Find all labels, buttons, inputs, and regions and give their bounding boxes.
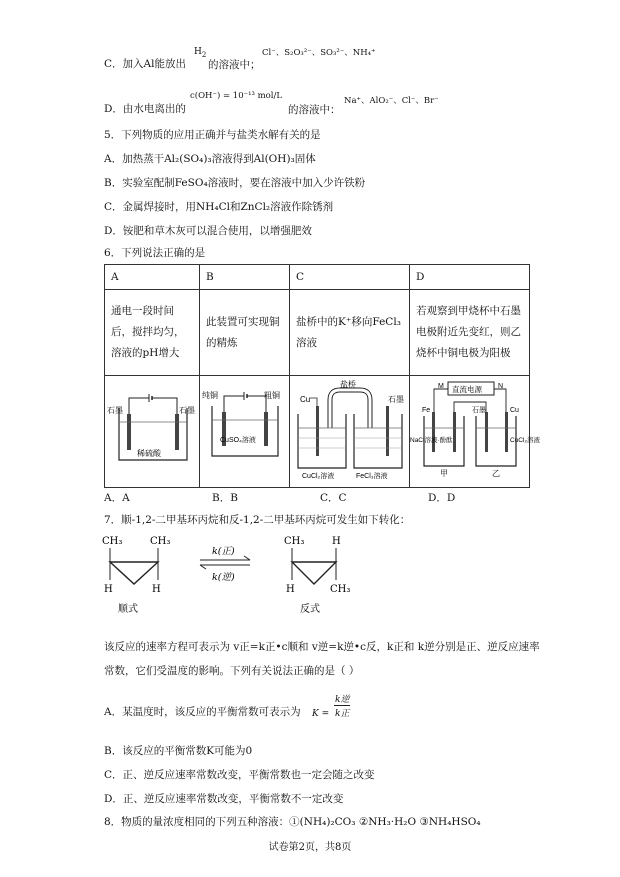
- fig-a-right-label: 石墨: [179, 406, 195, 415]
- fig-d-fe-label: Fe: [422, 407, 431, 414]
- q6-header-d: D: [410, 265, 530, 290]
- q4-option-c: [104, 57, 186, 71]
- q5-stem: 5．下列物质的应用正确并与盐类水解有关的是: [104, 129, 321, 141]
- fig-c-right-solution: FeCl₃溶液: [356, 473, 388, 480]
- series-electrolysis-diagram: [410, 376, 540, 485]
- q8-stem: 8．物质的量浓度相同的下列五种溶液：①(NH₄)₂CO₃ ②NH₃·H₂O ③NH₄HSO₄: [104, 816, 481, 828]
- q4-option-d-ions-text: Na⁺、AlO₂⁻、Cl⁻、Br⁻: [344, 96, 439, 106]
- q4-option-c-mid: [208, 57, 261, 72]
- q4-option-c-ions: [262, 46, 376, 58]
- q4-option-c-h2: [194, 47, 206, 59]
- trans-bottom-left: H: [286, 584, 295, 595]
- fig-d-cu-label: Cu: [510, 407, 519, 414]
- fig-c-left-electrode: Cu: [300, 395, 311, 404]
- fig-d-yi-label: 乙: [492, 469, 500, 478]
- q4-option-c-ions-text: Cl⁻、S₂O₃²⁻、SO₃²⁻、NH₄⁺: [262, 48, 376, 58]
- cis-top-left: CH₃: [102, 536, 123, 547]
- cis-top-right: CH₃: [150, 536, 171, 547]
- fig-d-right-solution: CuCl₂溶液: [510, 437, 540, 444]
- trans-top-left: CH₃: [284, 536, 305, 547]
- page-footer: 试卷第2页，共8页: [268, 842, 352, 853]
- q4-option-d-mid-text: 的溶液中：: [288, 104, 341, 116]
- fig-d-m-label: M: [438, 383, 444, 390]
- k-symbol: K =: [312, 709, 330, 719]
- q5-option-c: C．金属焊接时，用NH₄Cl和ZnCl₂溶液作除锈剂: [104, 201, 334, 213]
- q4-option-c-mid-text: 的溶液中；: [208, 59, 261, 71]
- fig-a-solution-label: 稀硫酸: [137, 449, 161, 458]
- desc-b-line2: 的精炼: [206, 336, 238, 349]
- fig-b-left-label: 纯铜: [202, 391, 218, 400]
- q6-desc-c: [290, 290, 410, 376]
- desc-c-line2: 溶液: [296, 336, 317, 349]
- q4-option-d-ions: [344, 94, 439, 106]
- q7-rate-line1: 该反应的速率方程可表示为 v正=k正•c顺和 v逆=k逆•c反，k正和 k逆分别是正、逆反应速率: [104, 641, 540, 653]
- desc-a-line2: 后，搅拌均匀，: [111, 326, 185, 338]
- q6-stem: 6．下列说法正确的是: [104, 247, 206, 259]
- q7-option-d: D．正、逆反应速率常数改变，平衡常数不一定改变: [104, 793, 344, 805]
- copper-refining-diagram: [200, 376, 290, 485]
- fig-d-left-solution: NaCl溶液·酚酞: [410, 437, 453, 444]
- fig-d-supply-label: 直流电源: [452, 385, 482, 394]
- desc-b-line1: 此装置可实现铜: [206, 315, 280, 328]
- q7-option-b: B．该反应的平衡常数K可能为0: [104, 745, 253, 757]
- q5-option-d: D．铵肥和草木灰可以混合使用，以增强肥效: [104, 225, 312, 237]
- k-numerator: k逆: [334, 692, 350, 706]
- q6-desc-b: [200, 290, 290, 376]
- desc-a-line1: 通电一段时间: [111, 305, 174, 317]
- fig-c-left-solution: CuCl₂溶液: [302, 473, 335, 480]
- trans-bottom-right: CH₃: [330, 584, 351, 595]
- fig-b-solution-label: CuSO₄溶液: [220, 437, 256, 444]
- q6-choice-c: C．C: [320, 492, 347, 504]
- fig-a-left-label: 石墨: [107, 406, 123, 415]
- desc-c-line1: 盐桥中的K⁺移向FeCl₃: [296, 315, 401, 328]
- k-denominator: k正: [335, 709, 350, 719]
- q6-figure-b: [200, 376, 290, 488]
- q6-header-a: A: [105, 265, 200, 290]
- h2-symbol: H: [194, 47, 202, 57]
- q6-table: [104, 264, 540, 488]
- desc-d-line3: 烧杯中铜电极为阳极: [416, 347, 511, 359]
- fig-d-jia-label: 甲: [440, 469, 448, 478]
- q5-option-b: B．实验室配制FeSO₄溶液时，要在溶液中加入少许铁粉: [104, 177, 366, 189]
- isomer-conversion-diagram: [100, 530, 380, 620]
- electrolysis-cell-a-diagram: [105, 376, 200, 485]
- q6-figure-a: [105, 376, 200, 488]
- fig-c-bridge-label: 盐桥: [340, 380, 356, 389]
- q4-option-d-cond: [190, 91, 282, 101]
- q7-option-a-formula: [312, 692, 350, 719]
- desc-d-line2: 电极附近先变红，则乙: [416, 326, 521, 338]
- q4-option-d: [104, 102, 186, 116]
- k-forward-label: k(正): [212, 546, 235, 557]
- q7-option-a: A．某温度时，该反应的平衡常数可表示为: [104, 706, 301, 718]
- q6-table-figure-row: [105, 376, 530, 488]
- k-reverse-label: k(逆): [212, 572, 235, 583]
- cis-bottom-left: H: [104, 584, 113, 595]
- q6-desc-a: [105, 290, 200, 376]
- q6-table-header-row: [105, 265, 530, 290]
- cis-bottom-right: H: [152, 584, 161, 595]
- q6-header-c: C: [290, 265, 410, 290]
- q4-option-d-cond-text: c(OH⁻) = 10⁻¹³ mol/L: [190, 91, 283, 101]
- q6-desc-d: [410, 290, 530, 376]
- q6-figure-d: [410, 376, 540, 488]
- q5-option-a: A．加热蒸干Al₂(SO₄)₃溶液得到Al(OH)₃固体: [104, 153, 316, 165]
- fig-b-right-label: 粗铜: [264, 391, 280, 400]
- q4-option-d-mid: [288, 102, 341, 117]
- q4-option-c-text: C．加入Al能放出: [104, 58, 186, 70]
- trans-top-right: H: [332, 536, 341, 547]
- trans-name: 反式: [300, 604, 320, 615]
- h2-subscript: 2: [201, 50, 207, 59]
- q6-figure-c: [290, 376, 410, 488]
- q6-choice-b: B．B: [212, 492, 238, 504]
- q6-table-desc-row: [105, 290, 530, 376]
- cis-name: 顺式: [118, 604, 138, 615]
- q6-choice-a: A．A: [104, 492, 130, 504]
- q6-choice-d: D．D: [428, 492, 456, 504]
- galvanic-cell-diagram: [290, 376, 410, 485]
- q7-option-c: C．正、逆反应速率常数改变，平衡常数也一定会随之改变: [104, 769, 375, 781]
- fig-d-n-label: N: [498, 383, 504, 390]
- q7-rate-line2: 常数，它们受温度的影响。下列有关说法正确的是（ ）: [104, 665, 360, 677]
- q4-option-d-text: D．由水电离出的: [104, 103, 186, 115]
- desc-a-line3: 溶液的pH增大: [111, 347, 180, 359]
- q7-stem: 7．顺-1,2-二甲基环丙烷和反-1,2-二甲基环丙烷可发生如下转化：: [104, 514, 411, 526]
- q6-header-b: B: [200, 265, 290, 290]
- desc-d-line1: 若观察到甲烧杯中石墨: [416, 305, 521, 317]
- fig-c-right-electrode: 石墨: [388, 395, 404, 404]
- fig-d-graphite-label: 石墨: [472, 407, 486, 414]
